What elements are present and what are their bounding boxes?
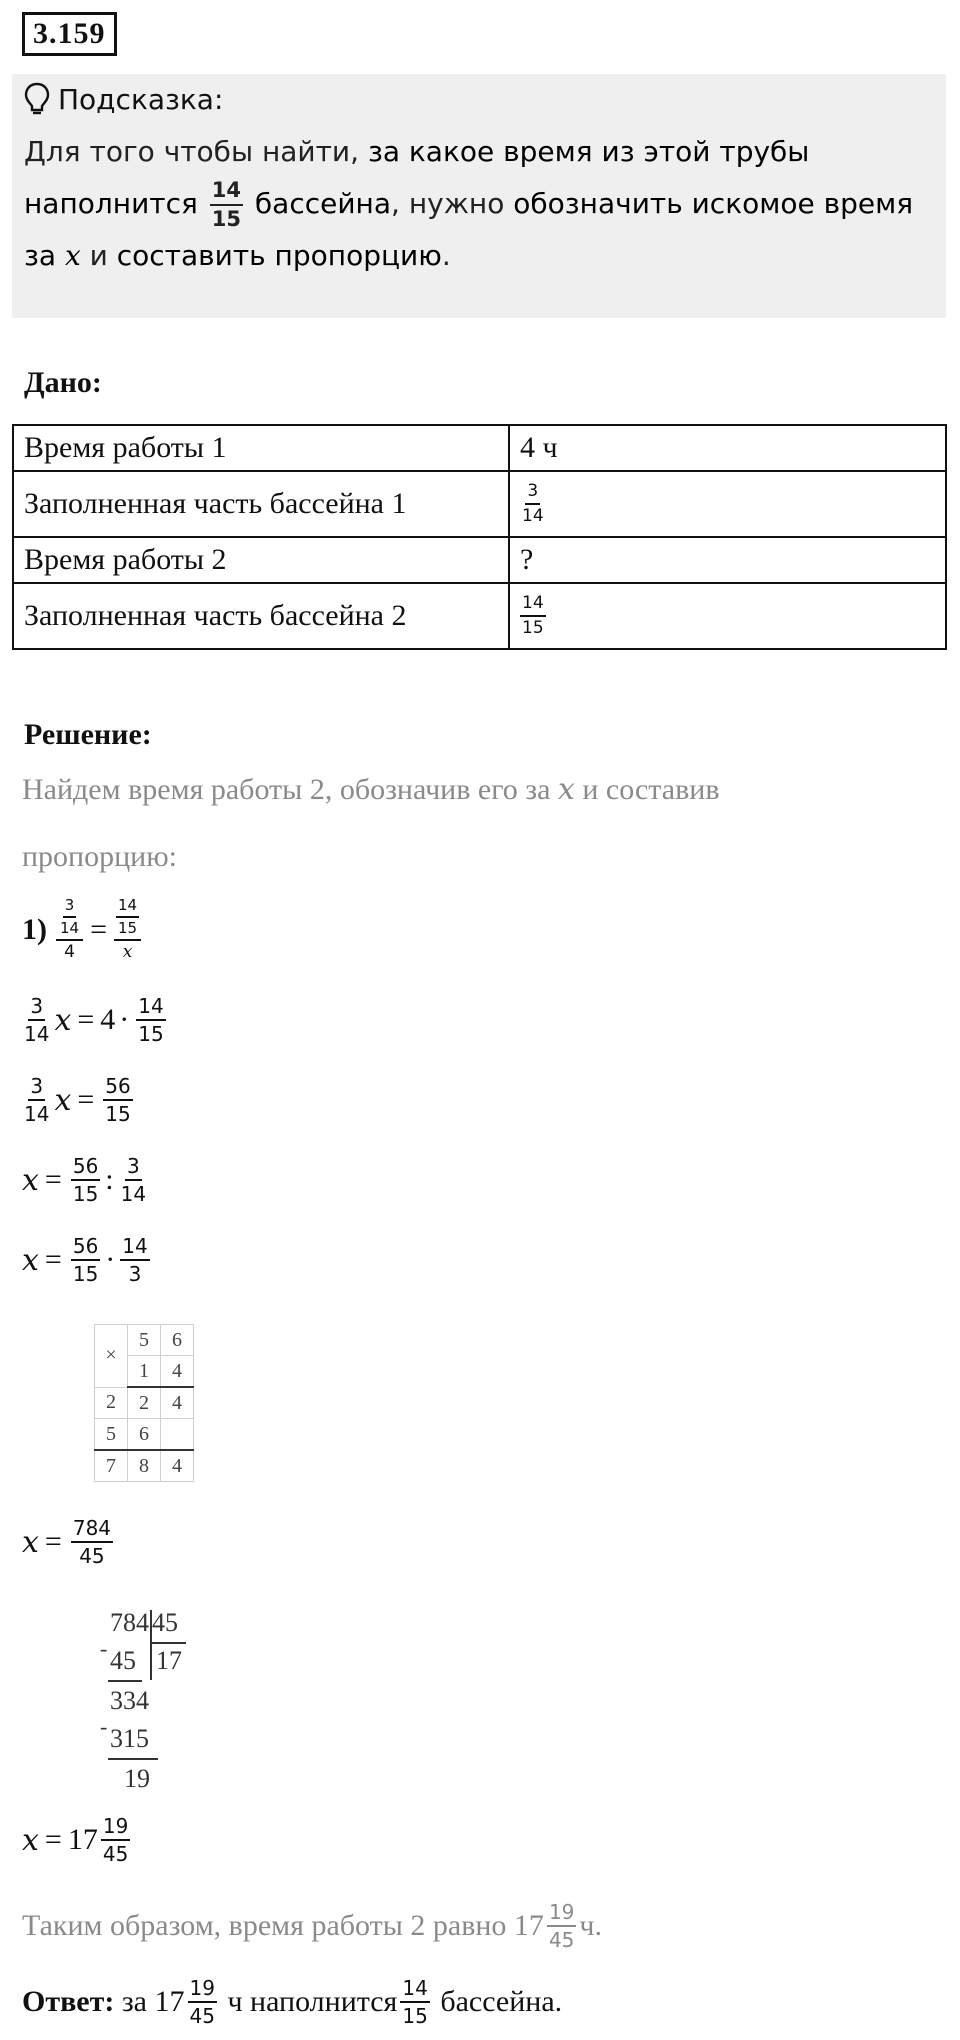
table-row xyxy=(13,425,946,471)
given-heading: Дано: xyxy=(24,366,102,399)
table-cell: Заполненная часть бассейна 2 xyxy=(13,583,509,649)
table-cell: ? xyxy=(509,537,946,583)
table-cell: 6 xyxy=(128,1419,161,1451)
equation-3: $\frac{3}{14}$ x = $\frac{56}{15}$ xyxy=(24,1074,131,1126)
solution-intro: Найдем время работы 2, обозначив его за x и составив xyxy=(22,772,720,807)
table-row xyxy=(95,1325,194,1356)
table-cell: 8 xyxy=(128,1450,161,1482)
table-row xyxy=(13,583,946,649)
table-cell: $\frac{14}{15}$ xyxy=(509,583,946,649)
equation-5: x = $\frac{56}{15}$ · $\frac{14}{3}$ xyxy=(22,1234,148,1286)
answer: Ответ: за 17 $\frac{19}{45}$ ч наполнится $\frac{14}{15}$ бассейна. xyxy=(22,1976,563,2028)
table-row xyxy=(95,1387,194,1419)
table-row xyxy=(95,1450,194,1482)
hint-title-text: Подсказка: xyxy=(58,82,224,116)
long-division: 784 45 17 - 45 334 - 315 19 xyxy=(96,1608,206,1800)
table-cell: 4 ч xyxy=(509,425,946,471)
table-cell: 6 xyxy=(161,1325,194,1356)
given-table xyxy=(12,424,947,650)
equation-6: x = $\frac{784}{45}$ xyxy=(22,1516,112,1568)
table-cell: 4 xyxy=(161,1387,194,1419)
multiplication-table xyxy=(94,1324,194,1482)
hint-text: Для того чтобы найти, за какое время из этой трубы наполнится $\frac{14}{15}$ бассейна, нужно обозначить искомое время за x и составить пропорцию. xyxy=(24,135,914,272)
equation-4: x = $\frac{56}{15}$ : $\frac{3}{14}$ xyxy=(22,1154,147,1206)
table-cell: 5 xyxy=(95,1419,128,1451)
conclusion: Таким образом, время работы 2 равно 17 $\frac{19}{45}$ ч. xyxy=(22,1900,602,1952)
table-cell: 4 xyxy=(161,1356,194,1388)
lightbulb-icon xyxy=(24,82,50,116)
table-cell xyxy=(161,1419,194,1451)
table-cell: Заполненная часть бассейна 1 xyxy=(13,471,509,537)
solution-intro-2: пропорцию: xyxy=(22,840,177,873)
table-cell: $\frac{3}{14}$ xyxy=(509,471,946,537)
table-cell: 5 xyxy=(128,1325,161,1356)
hint-fraction: $\frac{14}{15}$ xyxy=(211,178,241,231)
solution-heading: Решение: xyxy=(24,718,152,751)
table-cell: 4 xyxy=(161,1450,194,1482)
table-cell: × xyxy=(95,1325,128,1388)
problem-number: 3.159 xyxy=(22,12,117,56)
hint-title xyxy=(24,82,223,116)
equation-7: x = 17 $\frac{19}{45}$ xyxy=(22,1814,129,1866)
table-cell: 1 xyxy=(128,1356,161,1388)
table-cell: 2 xyxy=(95,1387,128,1419)
table-row xyxy=(13,471,946,537)
table-row xyxy=(95,1419,194,1451)
table-cell: Время работы 2 xyxy=(13,537,509,583)
equation-2: $\frac{3}{14}$ x = 4 · $\frac{14}{15}$ xyxy=(24,994,164,1046)
table-cell: Время работы 1 xyxy=(13,425,509,471)
table-row xyxy=(13,537,946,583)
equation-1: 1) $\frac{\frac{3}{14}}{4}$ = $\frac{\frac{14}{15}}{x}$ xyxy=(22,898,144,961)
table-cell: 2 xyxy=(128,1387,161,1419)
table-cell: 7 xyxy=(95,1450,128,1482)
